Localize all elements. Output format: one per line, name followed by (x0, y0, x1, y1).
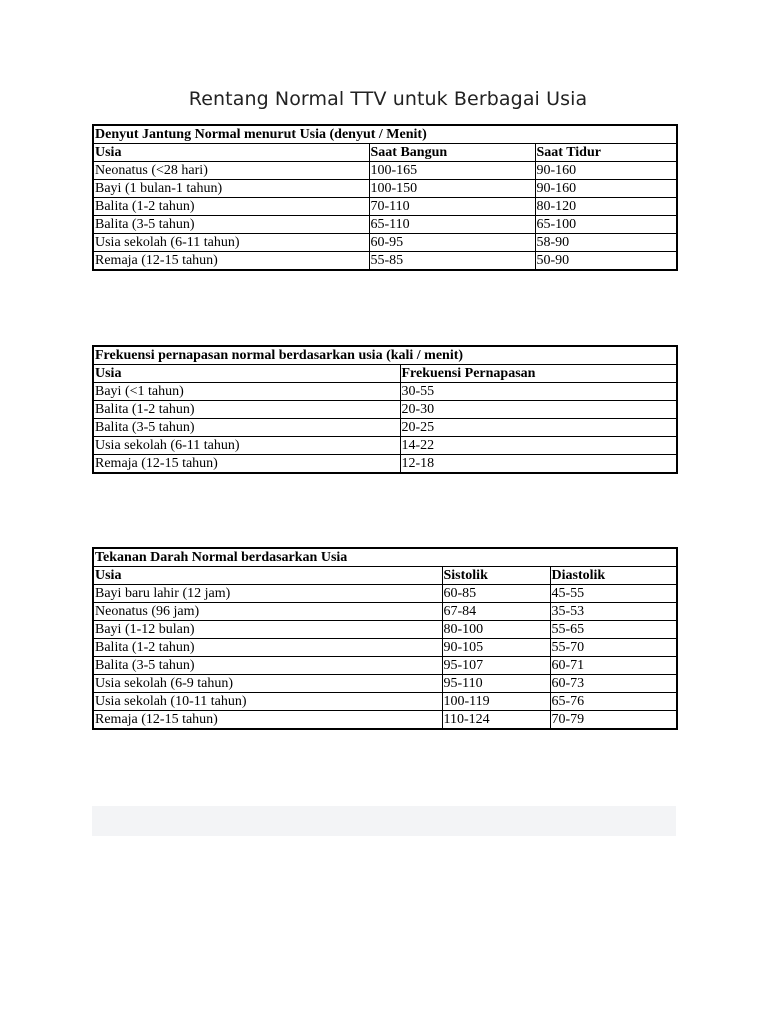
table-cell: 55-85 (369, 252, 535, 271)
table-cell: 30-55 (400, 383, 677, 401)
table-cell: Balita (1-2 tahun) (93, 401, 400, 419)
table-cell: Bayi baru lahir (12 jam) (93, 585, 442, 603)
table-cell: 12-18 (400, 455, 677, 474)
table-header-row (93, 567, 677, 585)
table-cell: Balita (1-2 tahun) (93, 639, 442, 657)
footer-band (92, 806, 676, 836)
table-caption-row (93, 346, 677, 365)
table-row (93, 711, 677, 730)
table-cell: 90-160 (535, 180, 677, 198)
table-cell: 65-100 (535, 216, 677, 234)
table-cell: 60-95 (369, 234, 535, 252)
table-cell: 70-79 (550, 711, 677, 730)
table-cell: Balita (3-5 tahun) (93, 216, 369, 234)
table-cell: Balita (1-2 tahun) (93, 198, 369, 216)
table-row (93, 621, 677, 639)
table-cell: Remaja (12-15 tahun) (93, 252, 369, 271)
table-row (93, 585, 677, 603)
table-cell: Usia sekolah (6-11 tahun) (93, 234, 369, 252)
table-row (93, 455, 677, 474)
page-title: Rentang Normal TTV untuk Berbagai Usia (188, 88, 588, 110)
table-cell: 90-105 (442, 639, 550, 657)
table-cell: 60-85 (442, 585, 550, 603)
table-header-row (93, 144, 677, 162)
table-cell: 14-22 (400, 437, 677, 455)
table-cell: 60-71 (550, 657, 677, 675)
table-row (93, 675, 677, 693)
table-row (93, 603, 677, 621)
table-cell: 20-30 (400, 401, 677, 419)
table-cell: 100-150 (369, 180, 535, 198)
table-cell: 110-124 (442, 711, 550, 730)
table-cell: 20-25 (400, 419, 677, 437)
table-cell: 65-76 (550, 693, 677, 711)
table-row (93, 162, 677, 180)
table-cell: 60-73 (550, 675, 677, 693)
table-cell: 67-84 (442, 603, 550, 621)
respiration-table-body (93, 346, 677, 473)
column-header: Saat Bangun (369, 144, 535, 162)
table-cell: Bayi (1-12 bulan) (93, 621, 442, 639)
table-cell: Remaja (12-15 tahun) (93, 455, 400, 474)
table-cell: Bayi (1 bulan-1 tahun) (93, 180, 369, 198)
table-cell: 80-120 (535, 198, 677, 216)
table-cell: 45-55 (550, 585, 677, 603)
table-cell: Remaja (12-15 tahun) (93, 711, 442, 730)
heart-rate-table (92, 124, 678, 271)
table-cell: Usia sekolah (6-11 tahun) (93, 437, 400, 455)
table-cell: 95-107 (442, 657, 550, 675)
table-cell: 100-165 (369, 162, 535, 180)
table-row (93, 198, 677, 216)
blood-pressure-table-body (93, 548, 677, 729)
column-header: Usia (93, 365, 400, 383)
column-header: Diastolik (550, 567, 677, 585)
table-cell: 55-65 (550, 621, 677, 639)
table-row (93, 234, 677, 252)
table-cell: 58-90 (535, 234, 677, 252)
column-header: Usia (93, 567, 442, 585)
table-cell: Usia sekolah (6-9 tahun) (93, 675, 442, 693)
column-header: Sistolik (442, 567, 550, 585)
table-row (93, 383, 677, 401)
table-cell: Neonatus (<28 hari) (93, 162, 369, 180)
table-cell: Balita (3-5 tahun) (93, 657, 442, 675)
column-header: Frekuensi Pernapasan (400, 365, 677, 383)
table-cell: 55-70 (550, 639, 677, 657)
table-row (93, 180, 677, 198)
table-cell: 50-90 (535, 252, 677, 271)
table-cell: Bayi (<1 tahun) (93, 383, 400, 401)
table-caption-row (93, 125, 677, 144)
table-cell: Usia sekolah (10-11 tahun) (93, 693, 442, 711)
table-row (93, 401, 677, 419)
table-cell: 95-110 (442, 675, 550, 693)
table-row (93, 639, 677, 657)
table-cell: 65-110 (369, 216, 535, 234)
table-cell: 80-100 (442, 621, 550, 639)
table-cell: Neonatus (96 jam) (93, 603, 442, 621)
table-caption-row (93, 548, 677, 567)
table-cell: 90-160 (535, 162, 677, 180)
table-row (93, 252, 677, 271)
table-row (93, 437, 677, 455)
table-caption: Frekuensi pernapasan normal berdasarkan usia (kali / menit) (93, 346, 677, 365)
blood-pressure-table (92, 547, 678, 730)
table-row (93, 657, 677, 675)
column-header: Usia (93, 144, 369, 162)
table-cell: 35-53 (550, 603, 677, 621)
respiration-table (92, 345, 678, 474)
table-header-row (93, 365, 677, 383)
table-row (93, 419, 677, 437)
table-cell: 100-119 (442, 693, 550, 711)
table-caption: Tekanan Darah Normal berdasarkan Usia (93, 548, 677, 567)
table-cell: Balita (3-5 tahun) (93, 419, 400, 437)
table-row (93, 216, 677, 234)
table-cell: 70-110 (369, 198, 535, 216)
column-header: Saat Tidur (535, 144, 677, 162)
table-row (93, 693, 677, 711)
heart-rate-table-body (93, 125, 677, 270)
table-caption: Denyut Jantung Normal menurut Usia (denyut / Menit) (93, 125, 677, 144)
